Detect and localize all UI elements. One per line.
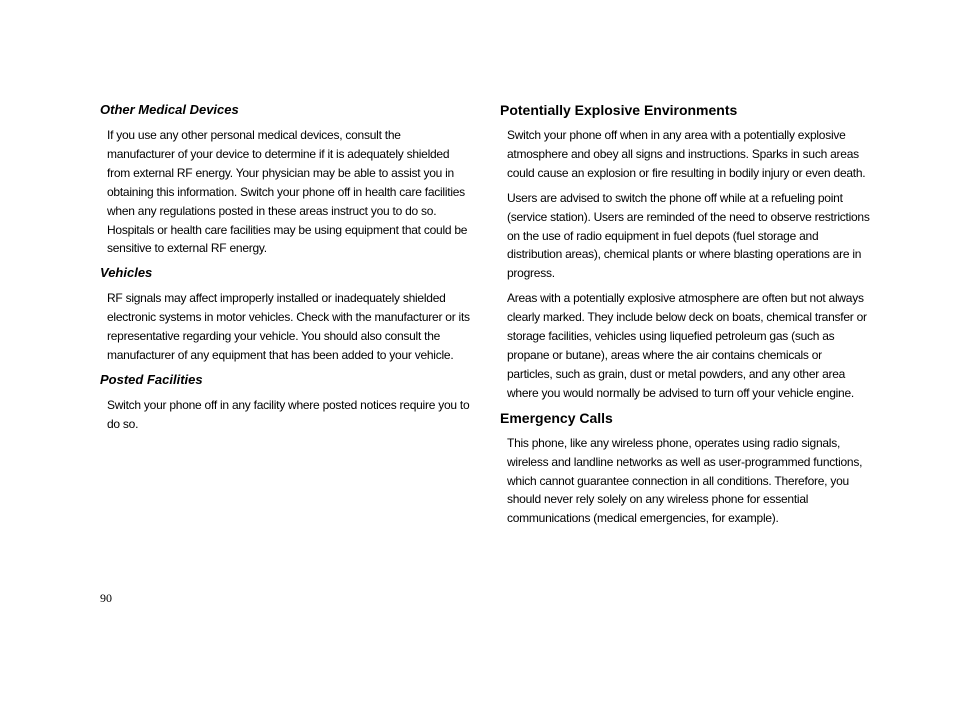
right-column [500, 101, 870, 534]
left-column [100, 101, 470, 440]
section-paragraph: Areas with a potentially explosive atmosphere are often but not always clearly marked. They include below deck on boats, chemical transfer or storage facilities, vehicles using liquefied petroleum gas (such as propane or butane), areas where the air contains chemicals or particles, such as grain, dust or metal powders, and any other area where you would normally be advised to turn off your vehicle engine. [507, 291, 867, 400]
section-posted-facilities [100, 371, 470, 434]
section-title: Other Medical Devices [100, 102, 239, 117]
section-paragraph: If you use any other personal medical devices, consult the manufacturer of your device to determine if it is adequately shielded from external RF energy. Your physician may be able to assist you in obtaining this information. Switch your phone off in health care facilities when any regulations posted in these areas instruct you to do so. Hospitals or health care facilities may be using equipment that could be sensitive to external RF energy. [107, 128, 468, 256]
section-title: Vehicles [100, 265, 153, 281]
section-paragraph: Users are advised to switch the phone off while at a refueling point (service station). Users are reminded of the need to observe restrictions on the use of radio equipment in fuel depots (fuel storage and distribution areas), chemical plants or where blasting operations are in progress. [507, 190, 870, 281]
page-number: 90 [100, 591, 112, 605]
section-title: Emergency Calls [500, 409, 613, 426]
section-paragraph: Switch your phone off when in any area with a potentially explosive atmosphere and obey all signs and instructions. Sparks in such areas could cause an explosion or fire resulting in bodily injury or even death. [507, 128, 866, 180]
section-emergency-calls [500, 409, 870, 529]
section-title: Potentially Explosive Environments [500, 102, 738, 118]
section-other-medical-devices [100, 101, 470, 258]
section-paragraph: Switch your phone off in any facility where posted notices require you to do so. [107, 397, 470, 431]
section-title: Posted Facilities [100, 371, 203, 387]
section-vehicles [100, 264, 470, 365]
section-paragraph: This phone, like any wireless phone, operates using radio signals, wireless and landline networks as well as user-programmed functions, which cannot guarantee connection in all conditions. Therefore, you should never rely solely on any wireless phone for essential communications (medical emergencies, for example). [507, 435, 863, 526]
section-paragraph: RF signals may affect improperly installed or inadequately shielded electronic systems in motor vehicles. Check with the manufacturer or its representative regarding your vehicle. You should also consult the manufacturer of any equipment that has been added to your vehicle. [107, 291, 470, 363]
section-potentially-explosive-environments [500, 101, 870, 403]
